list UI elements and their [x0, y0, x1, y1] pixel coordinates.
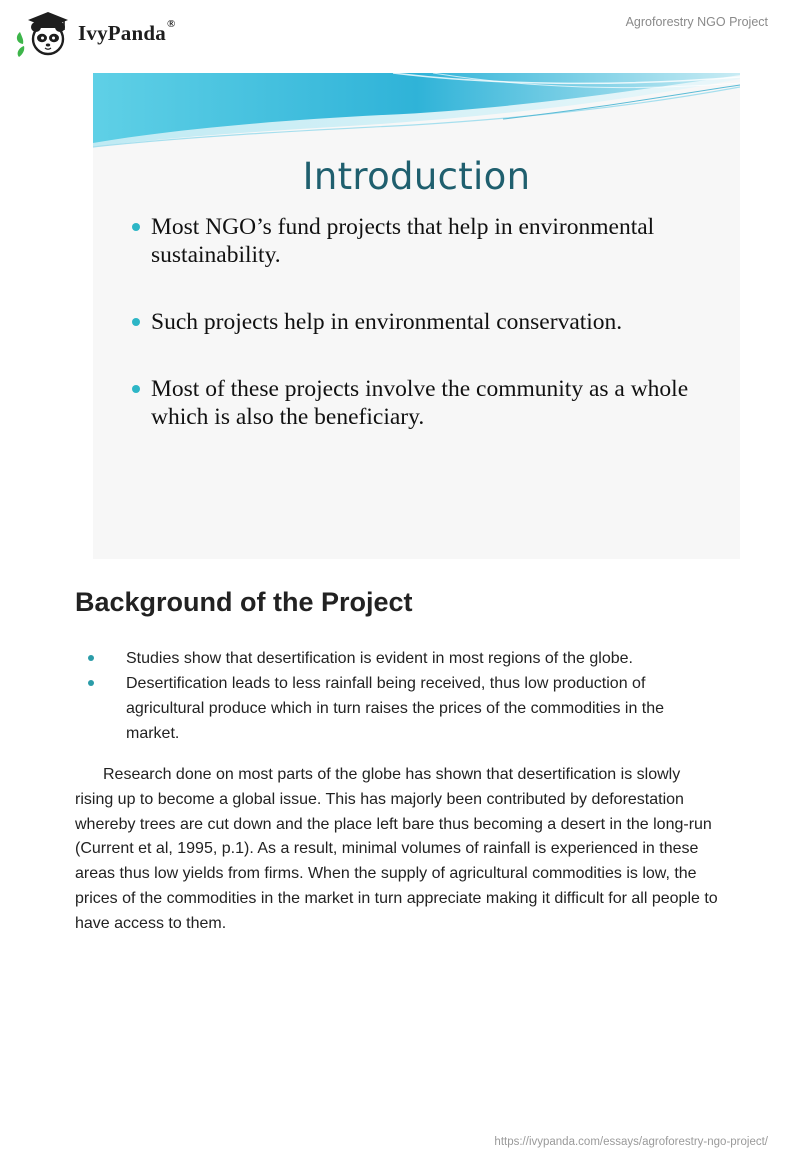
- section-heading: Background of the Project: [75, 587, 413, 617]
- list-item-text: Studies show that desertification is evident in most regions of the globe.: [126, 650, 633, 667]
- registered-mark: ®: [166, 17, 176, 30]
- source-url-link[interactable]: https://ivypanda.com/essays/agroforestry-ngo-project/: [494, 1136, 768, 1148]
- list-item-text: Desertification leads to less rainfall being received, thus low production of agricultural produce which in turn raises the prices of the commodities in the market.: [126, 675, 665, 742]
- list-item: [75, 671, 715, 746]
- slide-bullet: [129, 308, 719, 336]
- bullet-dot-icon: [132, 385, 140, 393]
- bullet-dot-icon: [132, 318, 140, 326]
- slide-bullet-text: Most of these projects involve the community as a whole which is also the beneficiary.: [151, 376, 689, 430]
- slide-bullet-list: [129, 213, 719, 431]
- background-bullet-list: [75, 646, 715, 746]
- slide-bullet: [129, 375, 719, 431]
- bullet-dot-icon: [132, 223, 140, 231]
- list-item: [75, 646, 715, 671]
- bullet-dot-icon: [88, 680, 94, 686]
- brand-name: [78, 17, 176, 46]
- document-title: Agroforestry NGO Project: [625, 15, 768, 29]
- slide-wave-decoration: [93, 73, 740, 163]
- panda-logo-icon: [14, 10, 72, 58]
- slide-bullet-text: Such projects help in environmental conservation.: [151, 309, 623, 335]
- introduction-slide: [93, 73, 740, 559]
- bullet-dot-icon: [88, 655, 94, 661]
- brand-name-text: IvyPanda: [78, 20, 166, 45]
- body-paragraph: Research done on most parts of the globe has shown that desertification is slowly rising up to become a global issue. This has majorly been contributed by deforestation whereby trees are cut down and the place left bare thus becoming a desert in the long-run (Current et al, 1995, p.1). As a result, minimal volumes of rainfall is experienced in these areas thus low yields from firms. When the supply of agricultural commodities is low, the prices of the commodities in the market in turn appreciate making it difficult for all people to have access to them.: [75, 766, 718, 932]
- slide-bullet: [129, 213, 719, 269]
- ivypanda-logo[interactable]: [14, 10, 214, 58]
- slide-bullet-text: Most NGO’s fund projects that help in environmental sustainability.: [151, 214, 655, 268]
- slide-title: Introduction: [302, 155, 531, 198]
